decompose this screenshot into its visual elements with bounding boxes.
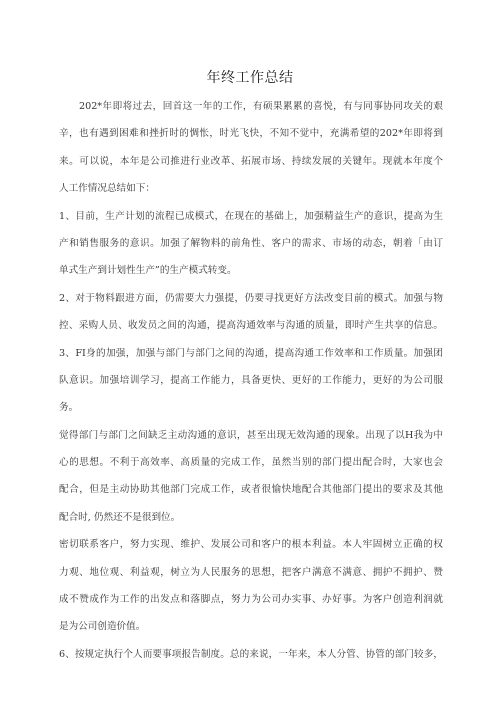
text-line: 6、按规定执行个人而要事项报告制度。总的来说，一年来，本人分管、协管的部门较多，	[59, 648, 443, 660]
document-body	[59, 93, 443, 668]
text-line: 力观、地位观、利益观，树立为人民服务的思想，把客户满意不满意、拥护不拥护、赞	[59, 566, 443, 578]
text-line: 2、对于物料跟进方面，仍需要大力强提，仍要寻找更好方法改变目前的模式。加强与物	[59, 292, 443, 304]
text-line: 密切联系客户，努力实现、维护、发展公司和客户的根本利益。本人牢固树立正确的权	[59, 539, 443, 551]
text-line: 务。	[59, 402, 79, 414]
text-line: 配合，但是主动协助其他部门完成工作，或者很愉快地配合其他部门提出的要求及其他	[59, 484, 443, 496]
text-line: 觉得部门与部门之间缺乏主动沟通的意识，甚至出现无效沟通的现象。出现了以H我为中	[59, 429, 443, 441]
text-line: 辛，也有遇到困难和挫折时的惆怅，时光飞快，不知不觉中，充满希望的202*年即将到	[59, 128, 443, 140]
text-line: 人工作情况总结如下：	[59, 183, 155, 195]
text-line: 控、采购人员、收发员之间的沟通，提高沟通效率与沟通的质量，即时产生共享的信息。	[59, 320, 443, 332]
document-title: 年终工作总结	[206, 70, 294, 86]
text-line: 是为公司创造价值。	[59, 621, 146, 633]
text-line: 3、FI身的加强，加强与部门与部门之间的沟通，提高沟通工作效率和工作质量。加强团	[59, 347, 443, 359]
text-line: 产和销售服务的意识。加强了解物料的前角性、客户的需求、市场的动态，朝着「由订	[59, 237, 443, 249]
text-line: 成不赞成作为工作的出发点和落脚点，努力为公司办实事、办好事。为客户创造利润就	[59, 594, 443, 606]
text-line: 1、目前，生产计划的流程已成模式，在现在的基础上，加强精益生产的意识，提高为生	[59, 210, 443, 222]
text-line: 202*年即将过去，回首这一年的工作，有硕果累累的喜悦，有与同事协同攻关的艰	[79, 101, 443, 112]
text-line: 单式生产到计划性生产”的生产模式转变。	[59, 265, 237, 277]
text-line: 配合时, 仍然还不是很到位。	[59, 511, 181, 523]
text-line: 来。可以说，本年是公司推进行业改革、拓展市场、持续发展的关键年。现就本年度个	[59, 155, 443, 167]
text-line: 心的思想。不利于高效率、高质量的完成工作，虽然当别的部门提出配合时，大家也会	[59, 457, 443, 469]
text-line: 队意识。加强培训学习，提高工作能力，具备更快、更好的工作能力，更好的为公司服	[59, 374, 443, 386]
